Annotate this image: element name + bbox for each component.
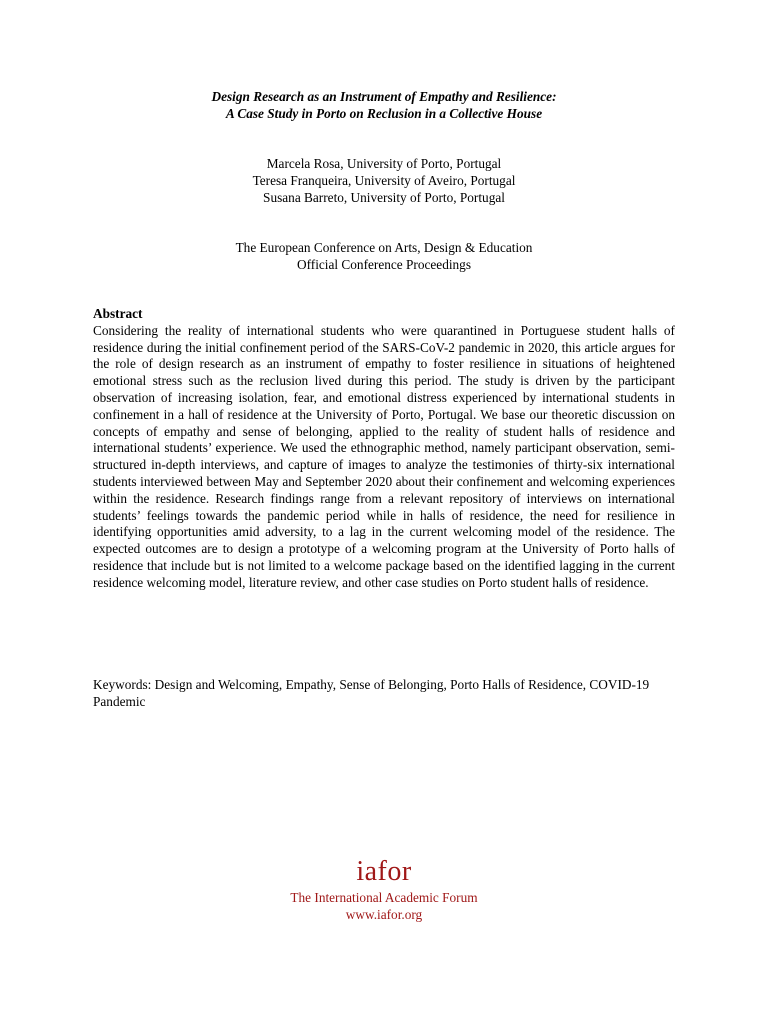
- author-list: [93, 155, 675, 206]
- abstract-heading: Abstract: [93, 306, 143, 321]
- keywords: Keywords: Design and Welcoming, Empathy, Sense of Belonging, Porto Halls of Residence, COVID-19 Pandemic: [93, 677, 650, 709]
- conference-proceedings: Official Conference Proceedings: [296, 257, 472, 272]
- org-name: The International Academic Forum: [290, 890, 478, 905]
- abstract-section: [93, 306, 675, 592]
- conference-name: The European Conference on Arts, Design & Education: [235, 240, 533, 255]
- publisher-footer: [93, 855, 675, 923]
- conference-info: [93, 239, 675, 273]
- abstract-body: Considering the reality of international students who were quarantined in Portuguese student halls of residence during the initial confinement period of the SARS-CoV-2 pandemic in 2020, this article argues for the role of design research as an instrument of empathy to foster resilience in situations of heightened emotional stress such as the reclusion lived during this period. The study is driven by the participant observation of increasing isolation, fear, and emotional distress experienced by international students in confinement in a hall of residence at the University of Porto, Portugal. We base our theoretic discussion on concepts of empathy and sense of belonging, applied to the reality of student halls of residence and international students’ experience. We used the ethnographic method, namely participant observation, semi-structured in-depth interviews, and capture of images to analyze the testimonies of thirty-six international students interviewed between May and September 2020 about their confinement and welcoming experiences within the residence. Research findings range from a relevant repository of interviews on international students’ feelings towards the pandemic period while in halls of residence, the need for resilience in identifying opportunities amid adversity, to a lag in the current welcoming model of the residence. The expected outcomes are to design a prototype of a welcoming program at the University of Porto halls of residence that include but is not limited to a welcome package based on the identified lagging in the current residence welcoming model, literature review, and other case studies on Porto student halls of residence.: [93, 322, 675, 590]
- author-1: Marcela Rosa, University of Porto, Portugal: [266, 156, 502, 171]
- paper-title: [93, 88, 675, 122]
- title-line-1: Design Research as an Instrument of Empathy and Resilience:: [211, 89, 557, 104]
- title-line-2: A Case Study in Porto on Reclusion in a Collective House: [225, 106, 543, 121]
- author-2: Teresa Franqueira, University of Aveiro, Portugal: [252, 173, 516, 188]
- org-url-link[interactable]: www.iafor.org: [345, 907, 423, 922]
- iafor-logo: iafor: [356, 856, 412, 887]
- author-3: Susana Barreto, University of Porto, Portugal: [263, 190, 505, 205]
